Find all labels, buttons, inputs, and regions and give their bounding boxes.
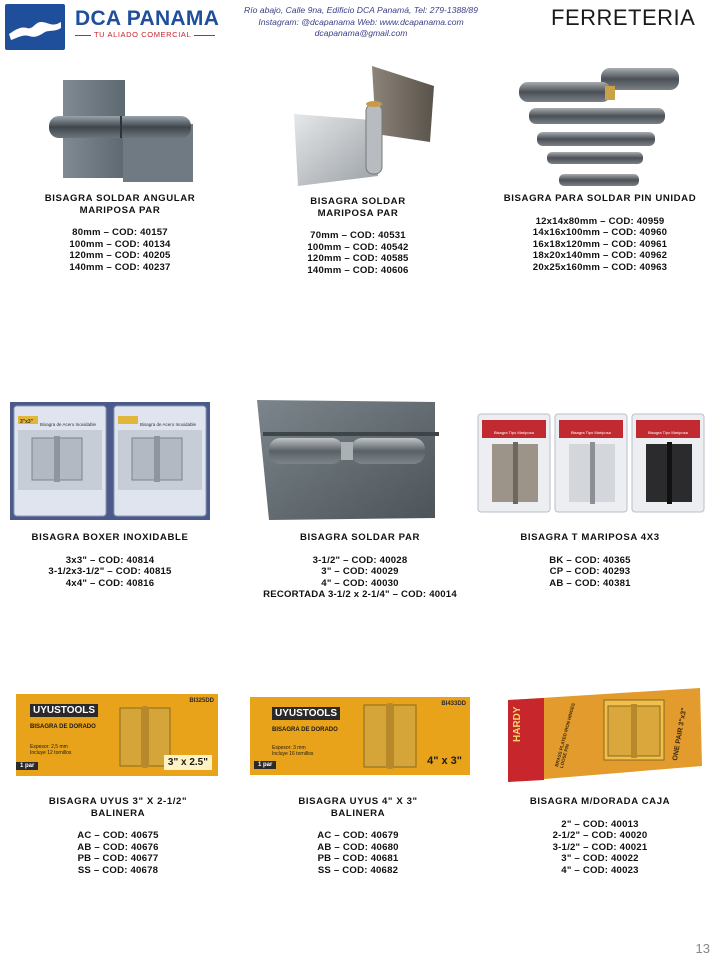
product-codes: 80mm – COD: 40157 100mm – COD: 40134 120mm – COD: 40205 140mm – COD: 40237 bbox=[69, 227, 171, 273]
contact-address: Río abajo, Calle 9na, Edificio DCA Panamá, Tel: 279-1388/89 bbox=[244, 5, 478, 15]
product-card-weld-butterfly bbox=[258, 196, 458, 276]
brand-name: DCA PANAMA bbox=[75, 7, 220, 30]
uyus-product-label: BISAGRA DE DORADO bbox=[30, 724, 96, 730]
weld-pin-hinges-image bbox=[515, 66, 685, 190]
uyus-size-label: 4" x 3" bbox=[427, 755, 462, 767]
product-codes: BK – COD: 40365 CP – COD: 40293 AB – COD: 40381 bbox=[549, 554, 631, 589]
box-size-label: ONE PAIR 3"x3" bbox=[672, 707, 689, 762]
uyus-code-label: BI433DD bbox=[441, 701, 466, 707]
pack-label: Bisagra Tipo Mariposa bbox=[494, 430, 534, 435]
product-card-uyus-4x3 bbox=[258, 796, 458, 876]
uyus-spec-thickness: Espesor: 3 mm bbox=[272, 745, 306, 751]
product-card-boxer-inox bbox=[10, 532, 210, 589]
pack-label: Bisagra Tipo Mariposa bbox=[571, 430, 611, 435]
weld-hinge-angular-image bbox=[45, 76, 195, 184]
uyus-qty-label: 1 par bbox=[254, 761, 276, 769]
product-card-weld-pin bbox=[490, 193, 710, 273]
contact-social: Instagram: @dcapanama Web: www.dcapanama.com bbox=[258, 16, 464, 27]
pack-size: 3"x3" bbox=[20, 419, 34, 425]
product-card-weld-angular bbox=[20, 193, 220, 273]
uyus-qty-label: 1 par bbox=[16, 762, 38, 770]
product-name: BISAGRA UYUS 4" X 3" BALINERA bbox=[298, 796, 418, 819]
hardy-box-image bbox=[504, 686, 704, 784]
section-title: FERRETERIA bbox=[551, 5, 696, 30]
product-name: BISAGRA UYUS 3" X 2-1/2" BALINERA bbox=[48, 796, 188, 819]
boxer-inox-packs-image bbox=[10, 402, 210, 520]
uyus-3x2-5-pack-image bbox=[16, 694, 218, 776]
product-card-weld-pair bbox=[232, 532, 488, 601]
brass-hinge-icon bbox=[362, 701, 418, 771]
uyus-brand-label: UYUSTOOLS bbox=[30, 704, 98, 717]
uyus-spec-thickness: Espesor: 2,5 mm bbox=[30, 744, 68, 750]
product-card-uyus-3x2 bbox=[18, 796, 218, 876]
product-card-hardy-box bbox=[500, 796, 700, 876]
product-name: BISAGRA PARA SOLDAR PIN UNIDAD bbox=[503, 193, 697, 204]
weld-hinge-pair-image bbox=[255, 398, 441, 522]
pack-label: Bisagra de Acero Inoxidable bbox=[140, 422, 197, 427]
product-codes: 3x3" – COD: 40814 3-1/2x3-1/2" – COD: 40815 4x4" – COD: 40816 bbox=[48, 554, 172, 589]
uyus-spec-screws: Incluye 12 tornillos bbox=[30, 750, 72, 756]
brand-tagline: TU ALIADO COMERCIAL bbox=[91, 30, 194, 39]
box-description-label: BRASS PLATED IRON HINGES LOOSE PIN bbox=[554, 702, 576, 769]
brand-logo bbox=[5, 2, 220, 52]
uyus-size-label: 3" x 2.5" bbox=[164, 755, 212, 770]
contact-email: dcapanama@gmail.com bbox=[314, 28, 408, 38]
product-codes: AC – COD: 40675 AB – COD: 40676 PB – COD: 40677 SS – COD: 40678 bbox=[77, 830, 159, 876]
weld-hinge-butterfly-image bbox=[288, 64, 438, 188]
panama-map-icon bbox=[5, 4, 65, 50]
uyus-brand-label: UYUSTOOLS bbox=[272, 707, 340, 720]
contact-info bbox=[226, 5, 496, 40]
product-codes: 2" – COD: 40013 2-1/2" – COD: 40020 3-1/2" – COD: 40021 3" – COD: 40022 4" – COD: 40023 bbox=[552, 818, 648, 876]
product-card-t-butterfly bbox=[490, 532, 690, 589]
product-name: BISAGRA T MARIPOSA 4X3 bbox=[520, 532, 660, 543]
t-butterfly-packs-image bbox=[476, 412, 706, 514]
pack-label: Bisagra de Acero Inoxidable bbox=[40, 422, 97, 427]
product-name: BISAGRA SOLDAR ANGULAR MARIPOSA PAR bbox=[44, 193, 196, 216]
uyus-4x3-pack-image bbox=[250, 697, 470, 775]
product-name: BISAGRA M/DORADA CAJA bbox=[529, 796, 671, 807]
product-codes: 3-1/2" – COD: 40028 3" – COD: 40029 4" – COD: 40030 RECORTADA 3-1/2 x 2-1/4" – COD: 40014 bbox=[263, 554, 457, 600]
page-number: 13 bbox=[695, 941, 710, 956]
product-name: BISAGRA SOLDAR PAR bbox=[299, 532, 421, 543]
product-name: BISAGRA SOLDAR MARIPOSA PAR bbox=[310, 196, 406, 219]
uyus-spec-screws: Incluye 16 tornillos bbox=[272, 751, 314, 757]
pack-label: Bisagra Tipo Mariposa bbox=[648, 430, 688, 435]
product-codes: 12x14x80mm – COD: 40959 14x16x100mm – COD: 40960 16x18x120mm – COD: 40961 18x20x140mm – COD: 40962 20x25x160mm – COD: 40963 bbox=[532, 215, 668, 273]
box-brand-label: HARDY bbox=[512, 706, 523, 742]
product-codes: 70mm – COD: 40531 100mm – COD: 40542 120mm – COD: 40585 140mm – COD: 40606 bbox=[307, 230, 409, 276]
product-codes: AC – COD: 40679 AB – COD: 40680 PB – COD: 40681 SS – COD: 40682 bbox=[317, 830, 399, 876]
uyus-product-label: BISAGRA DE DORADO bbox=[272, 727, 338, 733]
product-name: BISAGRA BOXER INOXIDABLE bbox=[31, 532, 189, 543]
uyus-code-label: BI325DD bbox=[189, 698, 214, 704]
